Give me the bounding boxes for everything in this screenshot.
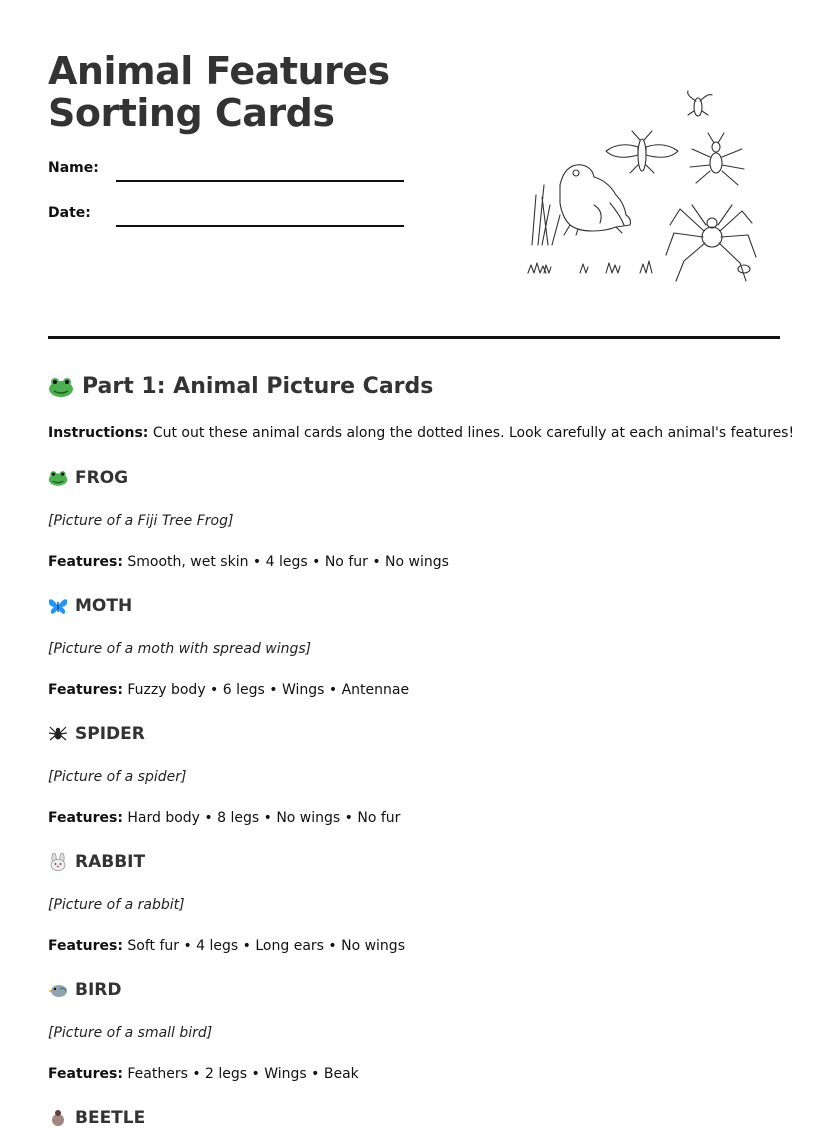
date-label: Date: xyxy=(48,205,91,221)
part1-heading xyxy=(48,374,433,399)
animal-features xyxy=(48,554,449,570)
animal-features xyxy=(48,682,409,698)
features-text: Fuzzy body • 6 legs • Wings • Antennae xyxy=(122,682,410,698)
beetle-icon xyxy=(48,1109,68,1127)
features-text: Feathers • 2 legs • Wings • Beak xyxy=(122,1066,359,1082)
animal-card-title xyxy=(48,596,132,616)
features-text: Soft fur • 4 legs • Long ears • No wings xyxy=(122,938,405,954)
frog-icon xyxy=(48,469,68,487)
butterfly-icon xyxy=(48,597,68,615)
animal-picture-caption: [Picture of a Fiji Tree Frog] xyxy=(48,513,234,529)
instructions-text: Cut out these animal cards along the dotted lines. Look carefully at each animal's features! xyxy=(148,425,795,441)
animal-name: SPIDER xyxy=(75,724,145,744)
animal-name: FROG xyxy=(75,468,129,488)
spider-icon xyxy=(48,725,68,743)
animal-picture-caption: [Picture of a spider] xyxy=(48,769,187,785)
rabbit-icon xyxy=(48,853,68,871)
instructions xyxy=(48,425,794,441)
animal-card-title xyxy=(48,468,128,488)
bird-icon xyxy=(48,981,68,999)
animal-features xyxy=(48,1066,359,1082)
name-label: Name: xyxy=(48,160,99,176)
animal-name: BEETLE xyxy=(75,1108,146,1128)
animal-name: MOTH xyxy=(75,596,133,616)
animal-card-title xyxy=(48,724,145,744)
features-label: Features: xyxy=(48,554,123,570)
features-label: Features: xyxy=(48,1066,123,1082)
features-label: Features: xyxy=(48,810,123,826)
animal-picture-caption: [Picture of a small bird] xyxy=(48,1025,213,1041)
name-line xyxy=(116,180,404,182)
features-text: Hard body • 8 legs • No wings • No fur xyxy=(122,810,401,826)
animal-picture-caption: [Picture of a rabbit] xyxy=(48,897,185,913)
animal-card-title xyxy=(48,980,121,1000)
animal-name: RABBIT xyxy=(75,852,146,872)
animals-illustration xyxy=(520,85,760,285)
section-divider xyxy=(48,336,780,339)
date-line xyxy=(116,225,404,227)
page-title: Animal Features Sorting Cards xyxy=(48,49,390,135)
features-label: Features: xyxy=(48,682,123,698)
animal-picture-caption: [Picture of a moth with spread wings] xyxy=(48,641,312,657)
animal-name: BIRD xyxy=(75,980,122,1000)
features-text: Smooth, wet skin • 4 legs • No fur • No wings xyxy=(122,554,449,570)
frog-icon xyxy=(48,376,74,398)
instructions-label: Instructions: xyxy=(48,425,149,441)
animal-card-title xyxy=(48,1108,145,1128)
animal-card-title xyxy=(48,852,145,872)
features-label: Features: xyxy=(48,938,123,954)
animal-features xyxy=(48,938,405,954)
animal-features xyxy=(48,810,400,826)
part1-heading-text: Part 1: Animal Picture Cards xyxy=(82,374,434,399)
